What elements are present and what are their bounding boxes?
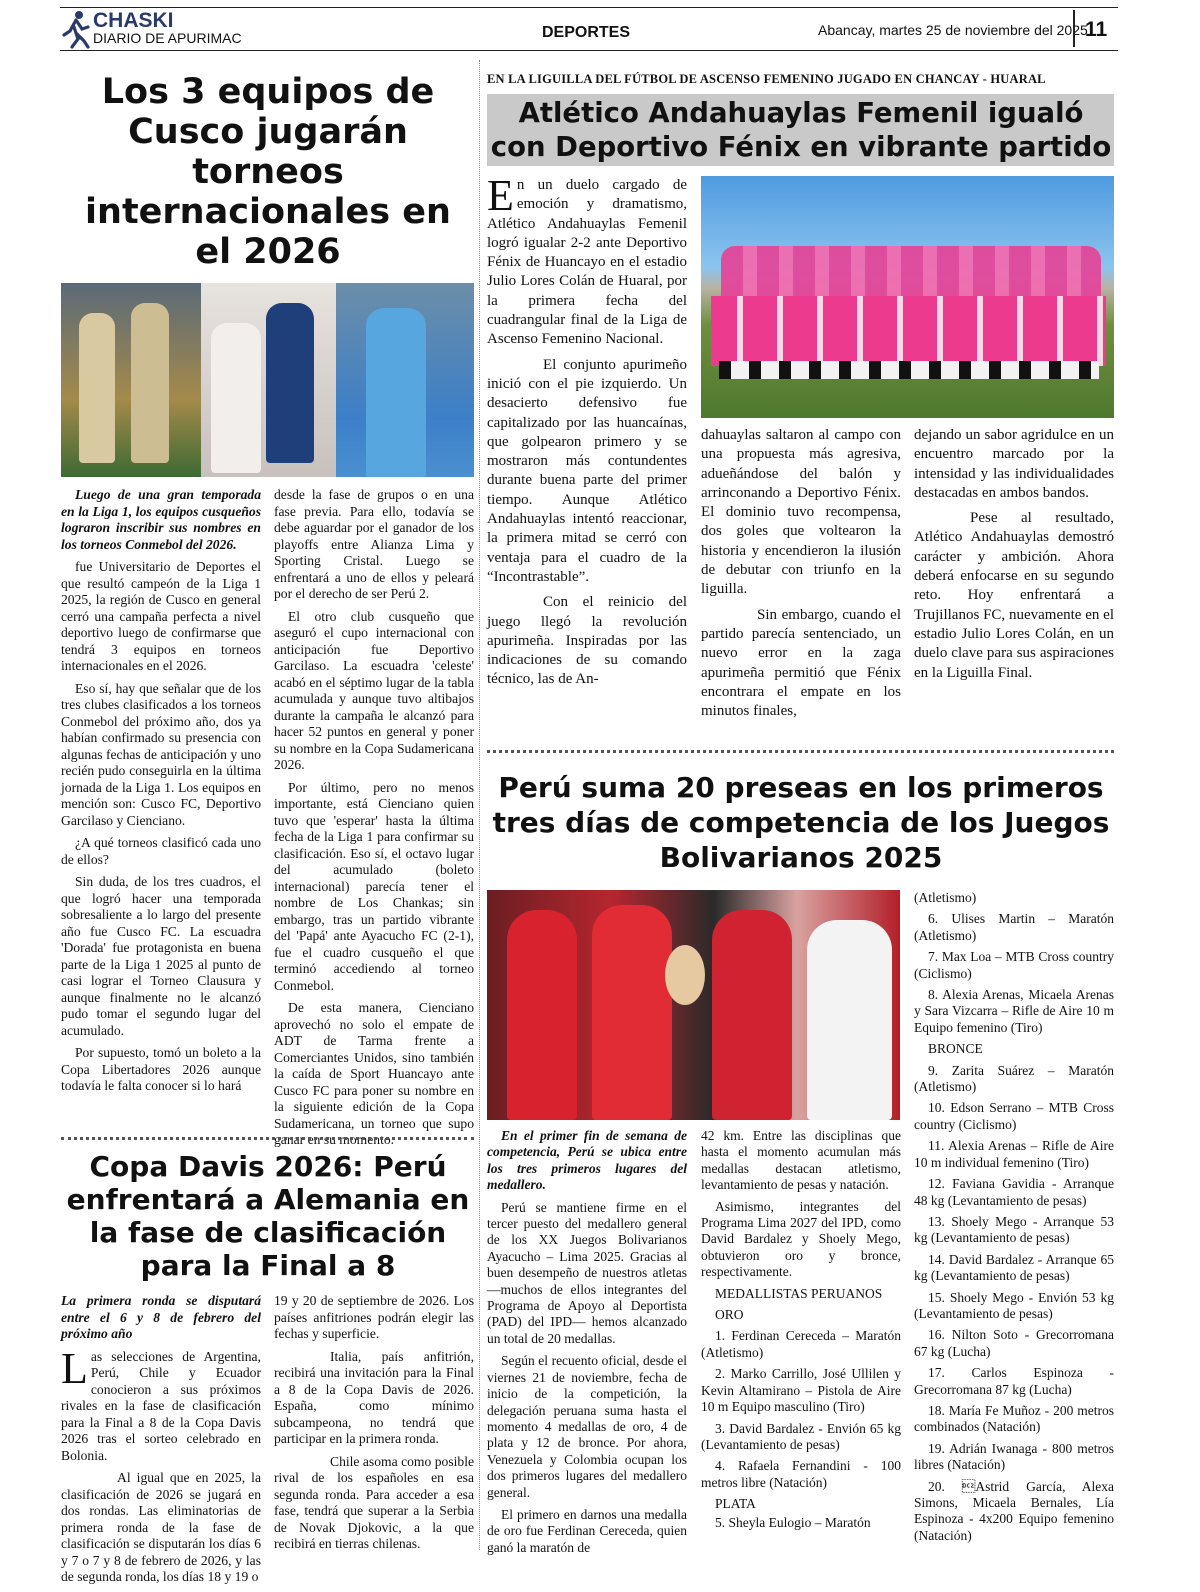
cusco-p2: Eso sí, hay que señalar que de los tres clubes clasificados a los torneos Conmebol del próximo año, dos ya habían confirmado su presencia con algunas fechas de anticipación y uno recién pudo conseguirla en la última jornada de la Liga 1. Los equipos en mención son: Cusco FC, Deportivo Garcilaso y Cienciano.: [61, 680, 261, 828]
cusco-col-2: [274, 487, 474, 1155]
peru-p2: Según el recuento oficial, desde el viernes 21 de noviembre, fecha de inicio de la competición, la delegación peruana suma hasta el momento 4 medallas de oro, 4 de plata y 12 de bronce. Por ahora, Venezuela y Colombia ocupan los dos primeros lugares del medallero general.: [487, 1353, 687, 1500]
oro-item-3: 3. David Bardalez - Envión 65 kg (Levantamiento de pesas): [701, 1420, 901, 1452]
plata-item-8: 8. Alexia Arenas, Micaela Arenas y Sara Vizcarra – Rifle de Aire 10 m Equipo femenino (Tiro): [914, 987, 1114, 1035]
peru-p4: 42 km. Entre las disciplinas que hasta el momento acumulan más medallas destacan atletismo, levantamiento de pesas y natación.: [701, 1128, 901, 1193]
atletico-dropcap: E: [487, 171, 514, 220]
cusco-p4: Sin duda, de los tres cuadros, el que logró hacer una temporada sobresaliente a lo largo del presente año fue Cusco FC. La escuadra 'Dorada' fue protagonista en buena parte de la Liga 1 2025 al punto de casi lograr el Torneo Clausura y aunque finalmente no le alcanzó pudo tomar el segundo lugar del acumulado.: [61, 874, 261, 1038]
davis-col-2: [274, 1293, 474, 1559]
bronce-item-10: 10. Edson Serrano – MTB Cross country (Ciclismo): [914, 1100, 1114, 1132]
atletico-col-3: [914, 426, 1114, 689]
cusco-p3: ¿A qué torneos clasificó cada uno de ellos?: [61, 835, 261, 867]
peru-lead: En el primer fin de semana de competencia, Perú se ubica entre los tres primeros lugares del medallero.: [487, 1128, 687, 1193]
peru-p1: Perú se mantiene firme en el tercer puesto del medallero general de los XX Juegos Bolivarianos Ayacucho – Lima 2025. Gracias al buen desempeño de nuestros atletas —muchos de ellos integrantes del Programa de Apoyo al Deportista (PAD) del IPD— hemos alcanzado un total de 20 medallas.: [487, 1199, 687, 1346]
brand-name: CHASKI: [93, 9, 174, 32]
atletico-team-photo: [701, 176, 1114, 418]
peru-p3: El primero en darnos una medalla de oro fue Ferdinan Cereceda, quien ganó la maratón de: [487, 1506, 687, 1555]
oro-item-2: 2. Marko Carrillo, José Ullilen y Kevin Altamirano – Pistola de Aire 10 m Equipo masculino (Tiro): [701, 1366, 901, 1415]
davis-p2: Al igual que en 2025, la clasificación de 2026 se jugará en dos rondas. Las eliminatorias de primera ronda de la fase de clasificación se disputarán los días 6 y 7 o 7 y 8 de febrero de 2026, y las de segunda ronda, los días 18 y 19 o: [61, 1470, 261, 1584]
davis-p5: Chile asoma como posible rival de los españoles en esa segunda ronda. Para acceder a esa fase, tendrá que superar a la Serbia de Novak Djokovic, a la que recibirá en tierras chilenas.: [274, 1453, 474, 1551]
atletico-col-2: [701, 426, 901, 727]
cusco-p6: desde la fase de grupos o en una fase previa. Para ello, todavía se debe aguardar por el ganador de los playoffs entre Alianza Lima y Sporting Cristal. Luego se enfrentará a uno de ellos y peleará por el derecho de ser Perú 2.: [274, 487, 474, 601]
davis-dropcap: L: [61, 1343, 88, 1393]
plata-label: PLATA: [715, 1496, 756, 1512]
plata-item-5-cont: (Atletismo): [914, 890, 977, 905]
plata-item-5: 5. Sheyla Eulogio – Maratón: [715, 1514, 871, 1530]
separator-left: [61, 1137, 474, 1140]
cusco-p5: Por supuesto, tomó un boleto a la Copa Libertadores 2026 aunque todavía le falta conocer si lo hará: [61, 1045, 261, 1093]
dateline: Abancay, martes 25 de noviembre del 2025: [818, 22, 1088, 38]
logo-mark: [60, 9, 92, 49]
atletico-p6: dejando un sabor agridulce en un encuentro marcado por la intensidad y las individualidades destacadas en ambos bandos.: [914, 427, 1114, 501]
plata-item-7: 7. Max Loa – MTB Cross country (Ciclismo): [914, 949, 1114, 981]
atletico-kicker: EN LA LIGUILLA DEL FÚTBOL DE ASCENSO FEMENINO JUGADO EN CHANCAY - HUARAL: [487, 72, 1046, 86]
cusco-players-photo: [61, 283, 474, 477]
peru-col-1: [487, 1128, 687, 1562]
atletico-p7: Pese al resultado, Atlético Andahuaylas demostró carácter y ambición. Ahora deberá enfocarse en su segundo reto. Hoy enfrentará a Trujillanos FC, nuevamente en el estadio Julio Lores Colán, en un duelo clave para sus aspiraciones en la Liguilla Final.: [914, 510, 1114, 681]
atletico-p2: El conjunto apurimeño inició con el pie izquierdo. Un desacierto defensivo fue capitalizado por las huancaínas, que golpearon primero y se mostraron más contundentes durante buena parte del primer tiempo. Aunque Atlético Andahuaylas intentó reaccionar, la primera mitad se cerró con ventaja para el cuadro de la “Incontrastable”.: [487, 356, 687, 585]
cusco-p8: Por último, pero no menos importante, está Cienciano quien tuvo que 'esperar' hasta la última fecha de la Liga 1 para confirmar su clasificación. Eso sí, el octavo lugar del acumulado (boleto internacional) parecía tener el nombre de Los Chankas; sin embargo, tras un partido vibrante del 'Papá' ante Ayacucho FC (2-1), fue el cuadro cusqueño el que terminó accediendo al torneo Conmebol.: [274, 779, 474, 993]
brand-subtitle: DIARIO DE APURIMAC: [93, 30, 242, 46]
bronce-item-19: 19. Adrián Iwanaga - 800 metros libres (Natación): [914, 1440, 1114, 1473]
davis-col-1: [61, 1293, 261, 1592]
cusco-p1: fue Universitario de Deportes el que resultó campeón de la Liga 1 2025, la región de Cusco en general cerró una campaña perfecta a nivel deportivo luego de confirmarse que tendrá 3 equipos en torneos internacionales en el 2026.: [61, 559, 261, 673]
bronce-item-15: 15. Shoely Mego - Envión 53 kg (Levantamiento de pesas): [914, 1289, 1114, 1321]
davis-lead: La primera ronda se disputará entre el 6 y 8 de febrero del próximo año: [61, 1293, 261, 1341]
davis-p1: as selecciones de Argentina, Perú, Chile y Ecuador conocieron a sus próximos rivales en la fase de clasificación para la Final a 8 de la Copa Davis 2026 tras el sorteo celebrado en Bolonia.: [61, 1348, 261, 1463]
peru-p5: Asimismo, integrantes del Programa Lima 2027 del IPD, como David Bardalez y Shoely Mego, obtuvieron oro y bronce, respectivamente.: [701, 1198, 901, 1280]
peru-headline: Perú suma 20 preseas en los primeros tres días de competencia de los Juegos Bolivarianos 2025: [492, 771, 1110, 874]
bronce-item-16: 16. Nilton Soto - Grecorromana 67 kg (Lucha): [914, 1327, 1114, 1359]
cusco-headline: Los 3 equipos de Cusco jugarán torneos internacionales en el 2026: [85, 72, 451, 272]
davis-p3: 19 y 20 de septiembre de 2026. Los países anfitriones podrán elegir las fechas y superficie.: [274, 1293, 474, 1341]
oro-item-4: 4. Rafaela Fernandini - 100 metros libre (Natación): [701, 1458, 901, 1490]
bronce-item-18: 18. María Fe Muñoz - 200 metros combinados (Natación): [914, 1402, 1114, 1435]
atletico-col-1: [487, 171, 687, 696]
peru-col-2: [701, 1128, 901, 1536]
atletico-p5: Sin embargo, cuando el partido parecía sentenciado, un nuevo error en la zaga apurimeña permitió que Fénix encontrara el empate en los minutos finales,: [701, 606, 901, 720]
oro-item-1: 1. Ferdinan Cereceda – Maratón (Atletismo): [701, 1328, 901, 1360]
bronce-label: BRONCE: [928, 1041, 983, 1057]
bronce-item-20: 20. Astrid García, Alexa Simons, Micaela Bernales, Lía Espinoza - 4x200 Equipo femenino (Natación): [914, 1478, 1114, 1543]
header-divider: [1073, 10, 1075, 47]
davis-p4: Italia, país anfitrión, recibirá una invitación para la Final a 8 de la Copa Davis de 2026. España, como mínimo subcampeona, no tendrá que participar en la primera ronda.: [274, 1348, 474, 1446]
davis-headline: Copa Davis 2026: Perú enfrentará a Alemania en la fase de clasificación para la Final a 8: [66, 1150, 470, 1282]
cusco-col-1: [61, 487, 261, 1101]
atletico-p1: n un duelo cargado de emoción y dramatismo, Atlético Andahuaylas Femenil logró igualar 2-2 ante Deportivo Fénix de Huancayo en el estadio Julio Lores Colán de Huaral, por la primera fecha del cuadrangular final de la Liga de Ascenso Femenino Nacional.: [487, 177, 687, 348]
cusco-p9: De esta manera, Cienciano aprovechó no solo el empate de ADT de Tarma frente a Comerciantes Unidos, sino también la caída de Sport Huancayo ante Cusco FC para poner su nombre en la siguiente edición de la Copa Sudamericana, un torneo que supo ganar en su momento.: [274, 1000, 474, 1147]
atletico-p4: dahuaylas saltaron al campo con una propuesta más agresiva, adueñándose del balón y arrinconando a Deportivo Fénix. El dominio tuvo recompensa, dos goles que voltearon la historia y encendieron la ilusión de debutar con triunfo en la liguilla.: [701, 427, 901, 598]
bronce-item-12: 12. Faviana Gavidia - Arranque 48 kg (Levantamiento de pesas): [914, 1176, 1114, 1208]
page-number: 11: [1085, 18, 1108, 41]
bronce-item-17: 17. Carlos Espinoza - Grecorromana 87 kg (Lucha): [914, 1365, 1114, 1397]
bronce-item-9: 9. Zarita Suárez – Maratón (Atletismo): [914, 1062, 1114, 1095]
medalists-heading: MEDALLISTAS PERUANOS: [715, 1285, 883, 1301]
plata-item-6: 6. Ulises Martin – Maratón (Atletismo): [914, 911, 1114, 943]
bronce-item-13: 13. Shoely Mego - Arranque 53 kg (Levantamiento de pesas): [914, 1213, 1114, 1246]
bronce-item-11: 11. Alexia Arenas – Rifle de Aire 10 m individual femenino (Tiro): [914, 1138, 1114, 1170]
peru-col-3: [914, 890, 1114, 1549]
column-rule: [479, 60, 480, 1550]
cusco-p7: El otro club cusqueño que aseguró el cupo internacional con anticipación fue Deportivo Garcilaso. La escuadra 'celeste' acabó en el séptimo lugar de la tabla acumulada y aunque tuvo altibajos durante la campaña le alcanzó para hacer 52 puntos en general y poner su nombre en la Copa Sudamericana 2026.: [274, 608, 474, 772]
section-label: DEPORTES: [542, 24, 631, 41]
runner-icon: [60, 9, 92, 49]
oro-label: ORO: [715, 1307, 744, 1323]
atletico-headline: Atlético Andahuaylas Femenil igualó con Deportivo Fénix en vibrante partido: [490, 97, 1112, 163]
peru-medalists-photo: [487, 890, 900, 1120]
bronce-item-14: 14. David Bardalez - Arranque 65 kg (Levantamiento de pesas): [914, 1251, 1114, 1284]
cusco-lead: Luego de una gran temporada en la Liga 1, los equipos cusqueños lograron inscribir sus nombres en los torneos Conmebol del 2026.: [61, 487, 261, 552]
atletico-p3: Con el reinicio del juego llegó la revolución apurimeña. Inspiradas por las indicaciones de su comando técnico, las de An-: [487, 594, 687, 688]
separator-right: [487, 750, 1114, 753]
